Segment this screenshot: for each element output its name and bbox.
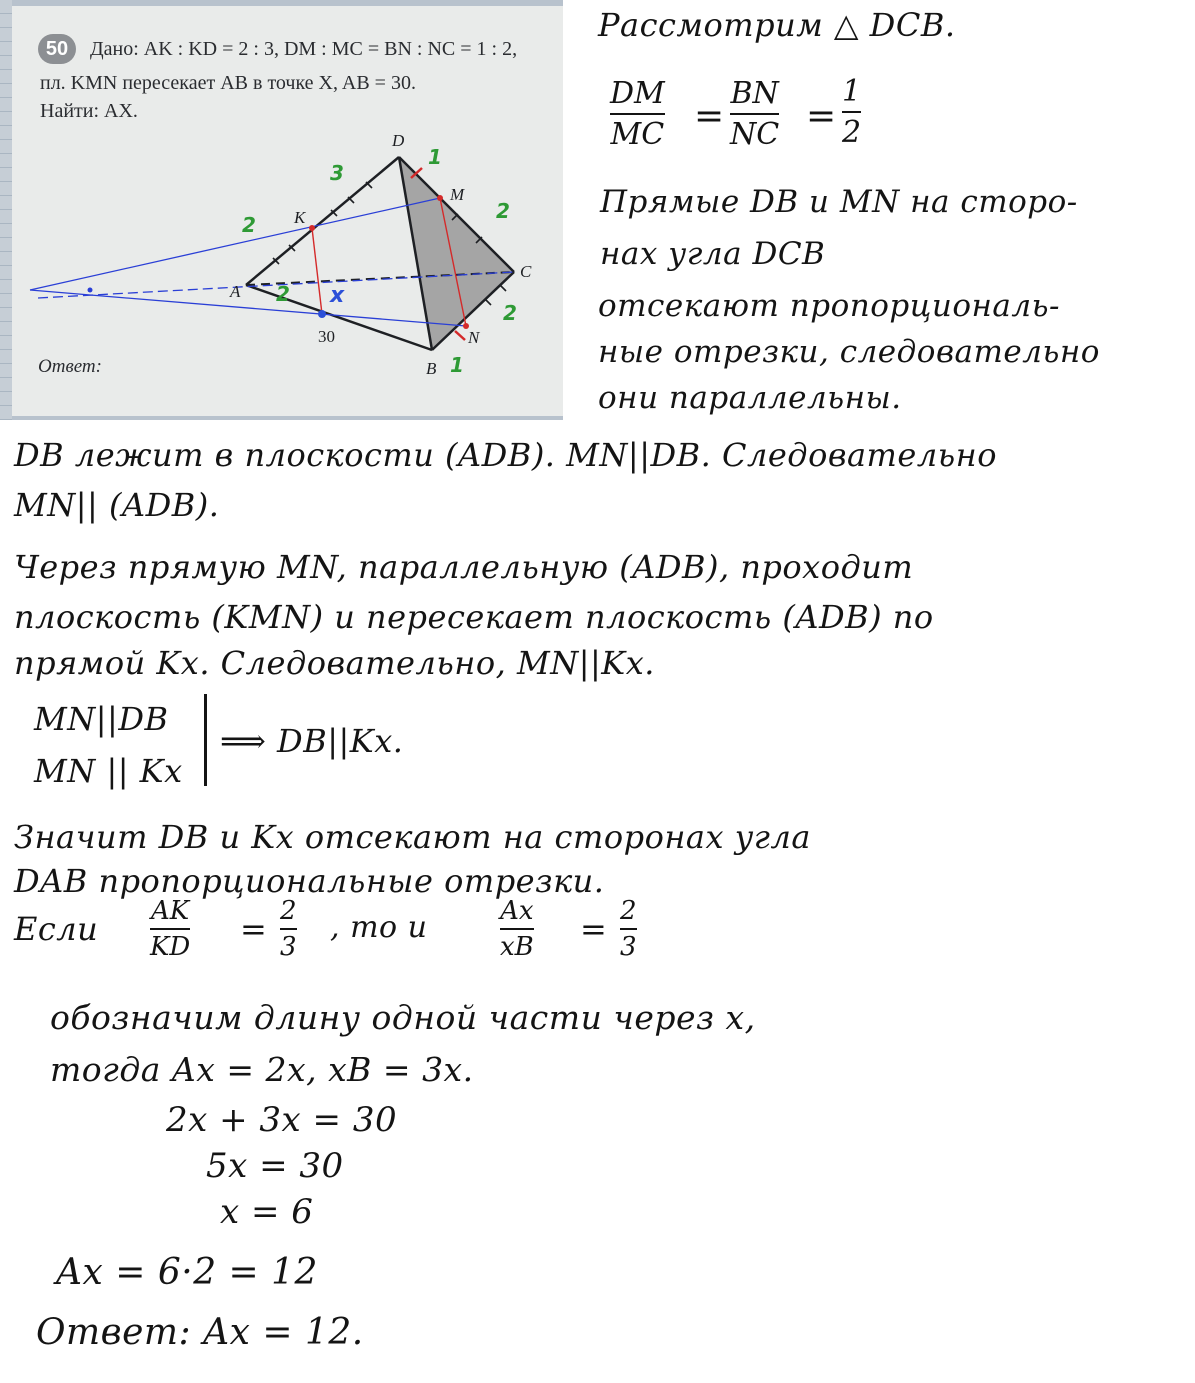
ratio-num-bn: BN bbox=[730, 76, 779, 111]
ratio-den-mc: MC bbox=[610, 117, 665, 152]
solution-line-s12: Значит DB и Kx отсекают на сторонах угла bbox=[14, 818, 811, 856]
label-n: N bbox=[468, 328, 480, 347]
label-b: B bbox=[426, 359, 437, 378]
equals-sign: = bbox=[240, 910, 267, 948]
solution-line-s13: DAB пропорциональные отрезки. bbox=[14, 862, 605, 900]
word-then: , то и bbox=[330, 910, 428, 945]
ratio-den-nc: NC bbox=[730, 117, 780, 152]
frac-num-2b: 2 bbox=[620, 896, 637, 926]
system-line-1: MN||DB bbox=[34, 700, 169, 738]
fraction-bar bbox=[150, 928, 190, 930]
solution-line-s10: плоскость (KMN) и пересекает плоскость (ADB) по bbox=[14, 598, 934, 636]
system-line-2: MN || Kx bbox=[34, 752, 183, 790]
point-x bbox=[318, 310, 326, 318]
note-bn-parts: 1 bbox=[450, 353, 464, 377]
ratio-num-dm: DM bbox=[610, 76, 665, 111]
solution-line-s11: прямой Kx. Следовательно, MN||Kx. bbox=[14, 644, 655, 682]
edge-ad bbox=[246, 157, 399, 285]
fraction-two-thirds-b bbox=[620, 896, 637, 962]
frac-num-2: 2 bbox=[280, 896, 297, 926]
fraction-bar bbox=[730, 113, 779, 115]
note-kd-parts: 3 bbox=[330, 161, 344, 185]
fraction-bar bbox=[610, 113, 665, 115]
blue-line-km bbox=[30, 198, 440, 290]
fraction-two-thirds bbox=[280, 896, 297, 962]
equation-2: 5x = 30 bbox=[206, 1146, 344, 1186]
answer-field-label: Ответ: bbox=[38, 356, 102, 377]
problem-plane-line: пл. KMN пересекает AB в точке X, AB = 30. bbox=[40, 72, 416, 94]
solution-line-s4: отсекают пропорциональ- bbox=[598, 288, 1060, 324]
frac-den-3: 3 bbox=[280, 932, 297, 962]
point-k bbox=[309, 225, 315, 231]
ratio-dm-mc bbox=[610, 76, 665, 152]
solution-line-s8: MN|| (ADB). bbox=[14, 486, 220, 524]
equation-1: 2x + 3x = 30 bbox=[166, 1100, 398, 1140]
system-bracket bbox=[198, 694, 207, 786]
note-ak-parts: 2 bbox=[242, 213, 256, 237]
label-a: A bbox=[230, 282, 241, 301]
solution-line-s6: они параллельны. bbox=[598, 380, 902, 416]
problem-given-line: Дано: AK : KD = 2 : 3, DM : MC = BN : NC = 1 : 2, bbox=[90, 38, 518, 60]
solution-line-s7: DB лежит в плоскости (ADB). MN||DB. Следовательно bbox=[14, 436, 997, 474]
problem-number-badge: 50 bbox=[38, 34, 76, 64]
solution-line-s14: обозначим длину одной части через x, bbox=[50, 998, 756, 1037]
textbook-photo bbox=[0, 0, 563, 420]
solution-line-s5: ные отрезки, следовательно bbox=[598, 334, 1100, 370]
frac-den-xb: xB bbox=[500, 932, 534, 962]
equals-sign: = bbox=[694, 96, 725, 137]
label-k: K bbox=[294, 208, 306, 227]
label-m: M bbox=[450, 185, 465, 204]
solution-line-s15: тогда Ax = 2x, xB = 3x. bbox=[50, 1050, 474, 1089]
label-d: D bbox=[392, 131, 405, 150]
red-line-kx bbox=[312, 228, 322, 314]
word-if: Если bbox=[14, 910, 99, 948]
note-dm-parts: 1 bbox=[428, 145, 442, 169]
fraction-ak-kd bbox=[150, 896, 190, 962]
label-x: x bbox=[330, 283, 345, 308]
fraction-bar bbox=[500, 928, 534, 930]
fraction-ax-xb bbox=[500, 896, 534, 962]
blue-line-xn bbox=[30, 290, 466, 326]
equation-3: x = 6 bbox=[220, 1192, 314, 1232]
frac-num-ak: AK bbox=[151, 896, 190, 926]
ratio-one-half bbox=[842, 74, 861, 150]
solution-line-s3: нах угла DCB bbox=[600, 236, 826, 272]
note-nc-parts: 2 bbox=[503, 301, 517, 325]
system-conclusion: ⟹ DB||Kx. bbox=[220, 722, 404, 760]
solution-line-s9: Через прямую MN, параллельную (ADB), проходит bbox=[14, 548, 914, 586]
ratio-den-2: 2 bbox=[842, 115, 862, 150]
label-c: C bbox=[520, 262, 532, 281]
fraction-bar bbox=[280, 928, 297, 930]
point-intersection bbox=[88, 288, 93, 293]
solution-line-s2: Прямые DB и MN на сторо- bbox=[600, 184, 1078, 220]
frac-den-kd: KD bbox=[150, 932, 191, 962]
equals-sign: = bbox=[806, 96, 837, 137]
fraction-bar bbox=[620, 928, 637, 930]
final-answer: Ответ: Ax = 12. bbox=[36, 1312, 364, 1353]
ratio-num-1: 1 bbox=[842, 74, 862, 109]
ratio-bn-nc bbox=[730, 76, 779, 152]
frac-den-3b: 3 bbox=[620, 932, 637, 962]
equation-4: Ax = 6·2 = 12 bbox=[56, 1252, 318, 1293]
fraction-bar bbox=[842, 111, 861, 113]
note-ax-parts: 2 bbox=[276, 282, 290, 306]
label-ab-length: 30 bbox=[318, 327, 335, 346]
note-mc-parts: 2 bbox=[496, 199, 510, 223]
solution-consider-triangle: Рассмотрим △ DCB. bbox=[598, 6, 956, 44]
frac-num-ax: Ax bbox=[500, 896, 534, 926]
equals-sign: = bbox=[580, 910, 607, 948]
point-m bbox=[437, 195, 443, 201]
problem-find-line: Найти: AX. bbox=[40, 100, 138, 122]
